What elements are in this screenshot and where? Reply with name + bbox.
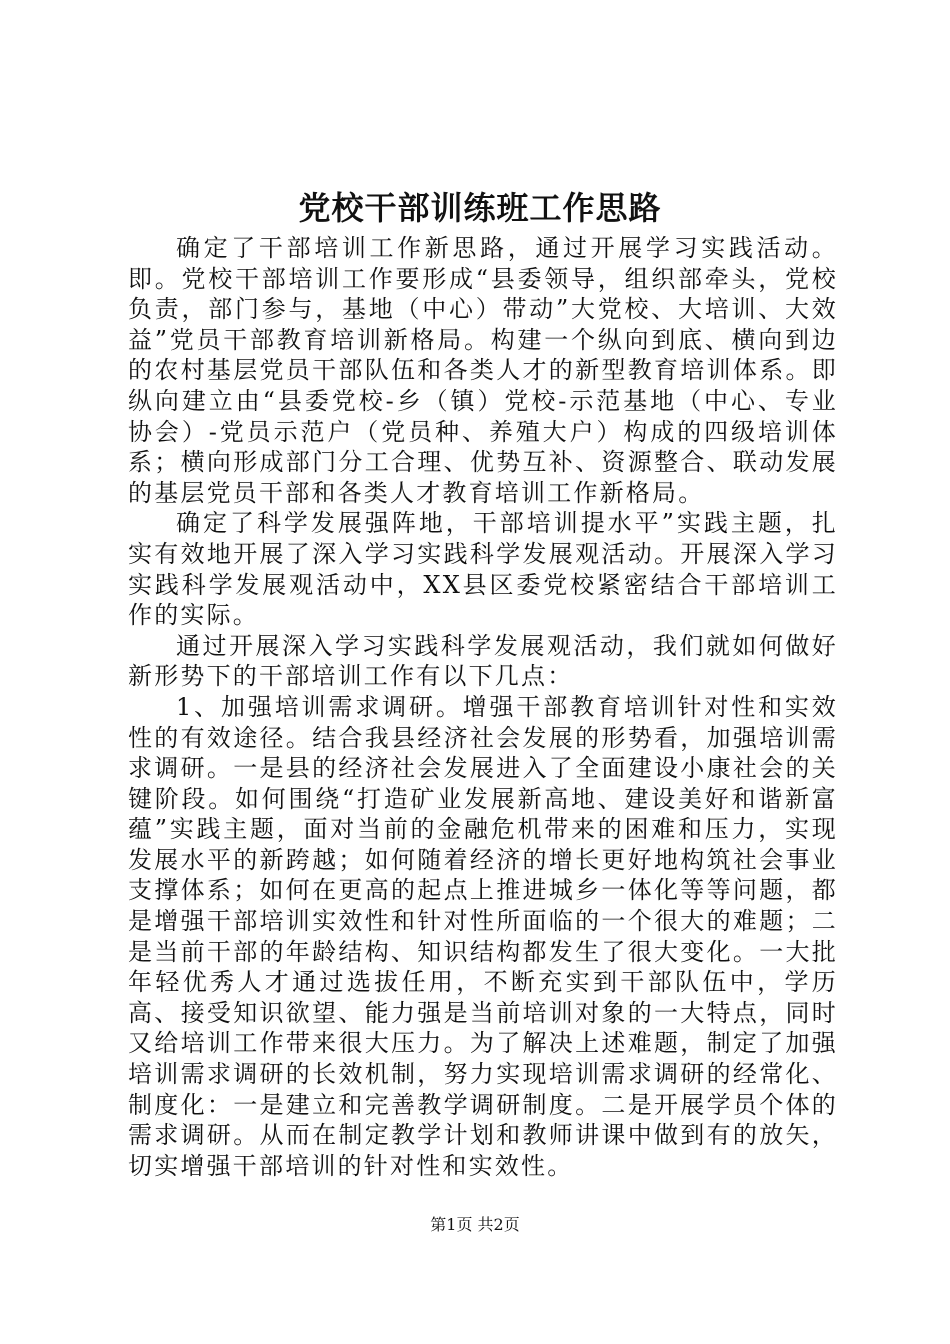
paragraph-4: 1、加强培训需求调研。增强干部教育培训针对性和实效性的有效途径。结合我县经济社会发展的形势看，加强培训需求调研。一是县的经济社会发展进入了全面建设小康社会的关键阶段。如何围绕“打造矿业发展新高地、建设美好和谐新富蕴”实践主题，面对当前的金融危机带来的困难和压力，实现发展水平的新跨越；如何随着经济的增长更好地构筑社会事业支撑体系；如何在更高的起点上推进城乡一体化等等问题，都是增强干部培训实效性和针对性所面临的一个很大的难题；二是当前干部的年龄结构、知识结构都发生了很大变化。一大批年轻优秀人才通过选拔任用，不断充实到干部队伍中，学历高、接受知识欲望、能力强是当前培训对象的一大特点，同时又给培训工作带来很大压力。为了解决上述难题，制定了加强培训需求调研的长效机制，努力实现培训需求调研的经常化、制度化：一是建立和完善教学调研制度。二是开展学员个体的需求调研。从而在制定教学计划和教师讲课中做到有的放矢，切实增强干部培训的针对性和实效性。 (128, 692, 838, 1180)
page-number-footer: 第1页 共2页 (430, 1215, 520, 1234)
paragraph-1: 确定了干部培训工作新思路，通过开展学习实践活动。即。党校干部培训工作要形成“县委领导，组织部牵头，党校负责，部门参与，基地（中心）带动”大党校、大培训、大效益”党员干部教育培训新格局。构建一个纵向到底、横向到边的农村基层党员干部队伍和各类人才的新型教育培训体系。即纵向建立由“县委党校-乡（镇）党校-示范基地（中心、专业协会）-党员示范户（党员种、养殖大户）构成的四级培训体系；横向形成部门分工合理、优势互补、资源整合、联动发展的基层党员干部和各类人才教育培训工作新格局。 (128, 234, 838, 507)
document-body (128, 233, 838, 1181)
paragraph-3: 通过开展深入学习实践科学发展观活动，我们就如何做好新形势下的干部培训工作有以下几点： (128, 631, 838, 691)
document-title: 党校干部训练班工作思路 (298, 189, 662, 227)
paragraph-2: 确定了科学发展强阵地，干部培训提水平”实践主题，扎实有效地开展了深入学习实践科学发展观活动。开展深入学习实践科学发展观活动中，XX县区委党校紧密结合干部培训工作的实际。 (128, 509, 838, 630)
